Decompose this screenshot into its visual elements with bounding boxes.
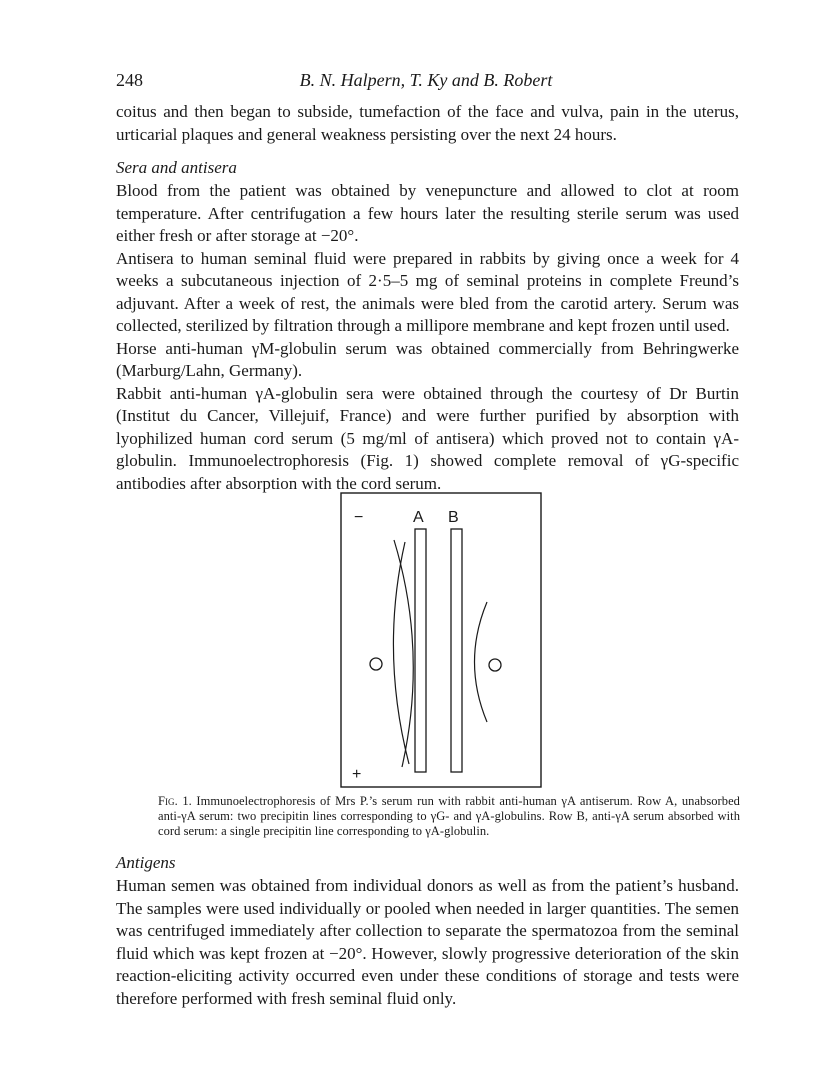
- gel-plate-border: [341, 493, 541, 787]
- caption-text: Immunoelectrophoresis of Mrs P.’s serum run with rabbit anti-human γA antiserum. Row A, unabsorbed anti-γA serum: two precipitin lines corresponding to γG- and γA-globulins. Row B, anti-γA serum absorbed with cord serum: a single precipitin line corresponding to γA-globulin.: [158, 794, 740, 838]
- precipitin-line-b: [475, 602, 488, 722]
- fig-row-label-a: A: [413, 509, 424, 526]
- paragraph: Rabbit anti-human γA-globulin sera were obtained through the courtesy of Dr Burtin (Institut du Cancer, Villejuif, France) and were further purified by absorption with lyophilized human cord serum (5 mg/ml of antisera) which proved not to contain γA-globulin. Immunoelectrophoresis (Fig. 1) showed complete removal of γG-specific antibodies after absorption with the cord serum.: [116, 383, 739, 493]
- section-body-antigens: [116, 875, 739, 1010]
- intro-paragraph: [116, 101, 739, 146]
- caption-label: Fig. 1.: [158, 794, 192, 808]
- section-body-sera: [116, 180, 739, 495]
- paragraph: Human semen was obtained from individual donors as well as from the patient’s husband. The samples were used individually or pooled when needed in larger quantities. The semen was centrifuged immediately after collection to separate the spermatozoa from the seminal fluid which was kept frozen at −20°. However, slowly progressive deterioration of the skin reaction-eliciting activity occurred even under these conditions of storage and tests were therefore performed with fresh seminal fluid only.: [116, 876, 739, 1008]
- section-heading-sera: Sera and antisera: [116, 158, 237, 177]
- paragraph: Antisera to human seminal fluid were prepared in rabbits by giving once a week for 4 weeks a subcutaneous injection of 2·5–5 mg of seminal proteins in complete Freund’s adjuvant. After a week of rest, the animals were bled from the carotid artery. Serum was collected, sterilized by filtration through a millipore membrane and kept frozen until used.: [116, 248, 739, 335]
- antiserum-trough-a: [415, 529, 426, 772]
- figure-caption: [158, 794, 740, 839]
- running-head-authors: B. N. Halpern, T. Ky and B. Robert: [299, 70, 553, 90]
- antigen-well-2: [489, 659, 501, 671]
- fig-minus-sign: −: [354, 509, 364, 526]
- antigen-well-1: [370, 658, 382, 670]
- fig-plus-sign: +: [352, 766, 362, 783]
- paragraph: Blood from the patient was obtained by venepuncture and allowed to clot at room temperature. After centrifugation a few hours later the resulting sterile serum was used either fresh or after storage at −20°.: [116, 181, 739, 245]
- page-number: 248: [116, 70, 143, 90]
- section-heading-antigens: Antigens: [116, 853, 176, 872]
- page-header: [116, 70, 736, 94]
- paragraph: Horse anti-human γM-globulin serum was obtained commercially from Behringwerke (Marburg/Lahn, Germany).: [116, 338, 739, 380]
- precipitin-line-a-inner: [393, 542, 409, 764]
- immunoelectrophoresis-figure: [340, 492, 546, 790]
- precipitin-line-a-outer: [394, 540, 413, 767]
- fig-row-label-b: B: [448, 509, 459, 526]
- antiserum-trough-b: [451, 529, 462, 772]
- intro-text: coitus and then began to subside, tumefaction of the face and vulva, pain in the uterus, urticarial plaques and general weakness persisting over the next 24 hours.: [116, 102, 739, 144]
